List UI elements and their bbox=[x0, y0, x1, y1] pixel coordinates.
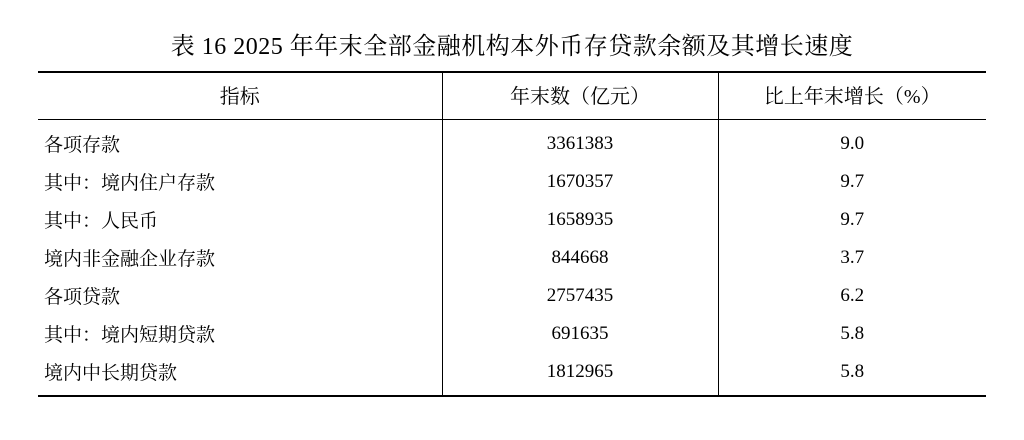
table-row bbox=[38, 120, 986, 163]
row-label: 其中：境内住户存款 bbox=[38, 162, 442, 200]
table-row bbox=[38, 314, 986, 352]
row-value: 1812965 bbox=[442, 352, 718, 395]
column-header-year-end-amount: 年末数（亿元） bbox=[442, 71, 718, 120]
table-title: 表 16 2025 年年末全部金融机构本外币存贷款余额及其增长速度 bbox=[170, 34, 854, 60]
table-bottom-rule bbox=[38, 395, 986, 397]
table-row bbox=[38, 352, 986, 395]
statistical-table bbox=[38, 26, 986, 397]
column-header-indicator: 指标 bbox=[38, 71, 442, 120]
row-label: 境内中长期贷款 bbox=[38, 352, 442, 395]
table-row bbox=[38, 200, 986, 238]
row-growth: 6.2 bbox=[840, 284, 865, 306]
row-value: 1658935 bbox=[442, 200, 718, 238]
row-label: 各项存款 bbox=[38, 120, 442, 163]
row-label: 境内非金融企业存款 bbox=[38, 238, 442, 276]
table-body bbox=[38, 120, 986, 396]
row-growth: 3.7 bbox=[840, 246, 865, 268]
row-label: 各项贷款 bbox=[38, 276, 442, 314]
row-growth: 5.8 bbox=[840, 322, 865, 344]
row-growth: 5.8 bbox=[840, 360, 865, 382]
row-value: 2757435 bbox=[442, 276, 718, 314]
row-growth: 9.0 bbox=[840, 132, 865, 154]
row-value: 3361383 bbox=[442, 120, 718, 163]
row-value: 1670357 bbox=[442, 162, 718, 200]
row-label: 其中：人民币 bbox=[38, 200, 442, 238]
table-header-row bbox=[38, 71, 986, 120]
table-row bbox=[38, 276, 986, 314]
table-row bbox=[38, 238, 986, 276]
table-row bbox=[38, 162, 986, 200]
row-label: 其中：境内短期贷款 bbox=[38, 314, 442, 352]
row-growth: 9.7 bbox=[840, 208, 865, 230]
row-value: 844668 bbox=[442, 238, 718, 276]
row-value: 691635 bbox=[442, 314, 718, 352]
row-growth: 9.7 bbox=[840, 170, 865, 192]
column-header-growth: 比上年末增长（%） bbox=[718, 71, 986, 120]
data-table bbox=[38, 71, 986, 395]
